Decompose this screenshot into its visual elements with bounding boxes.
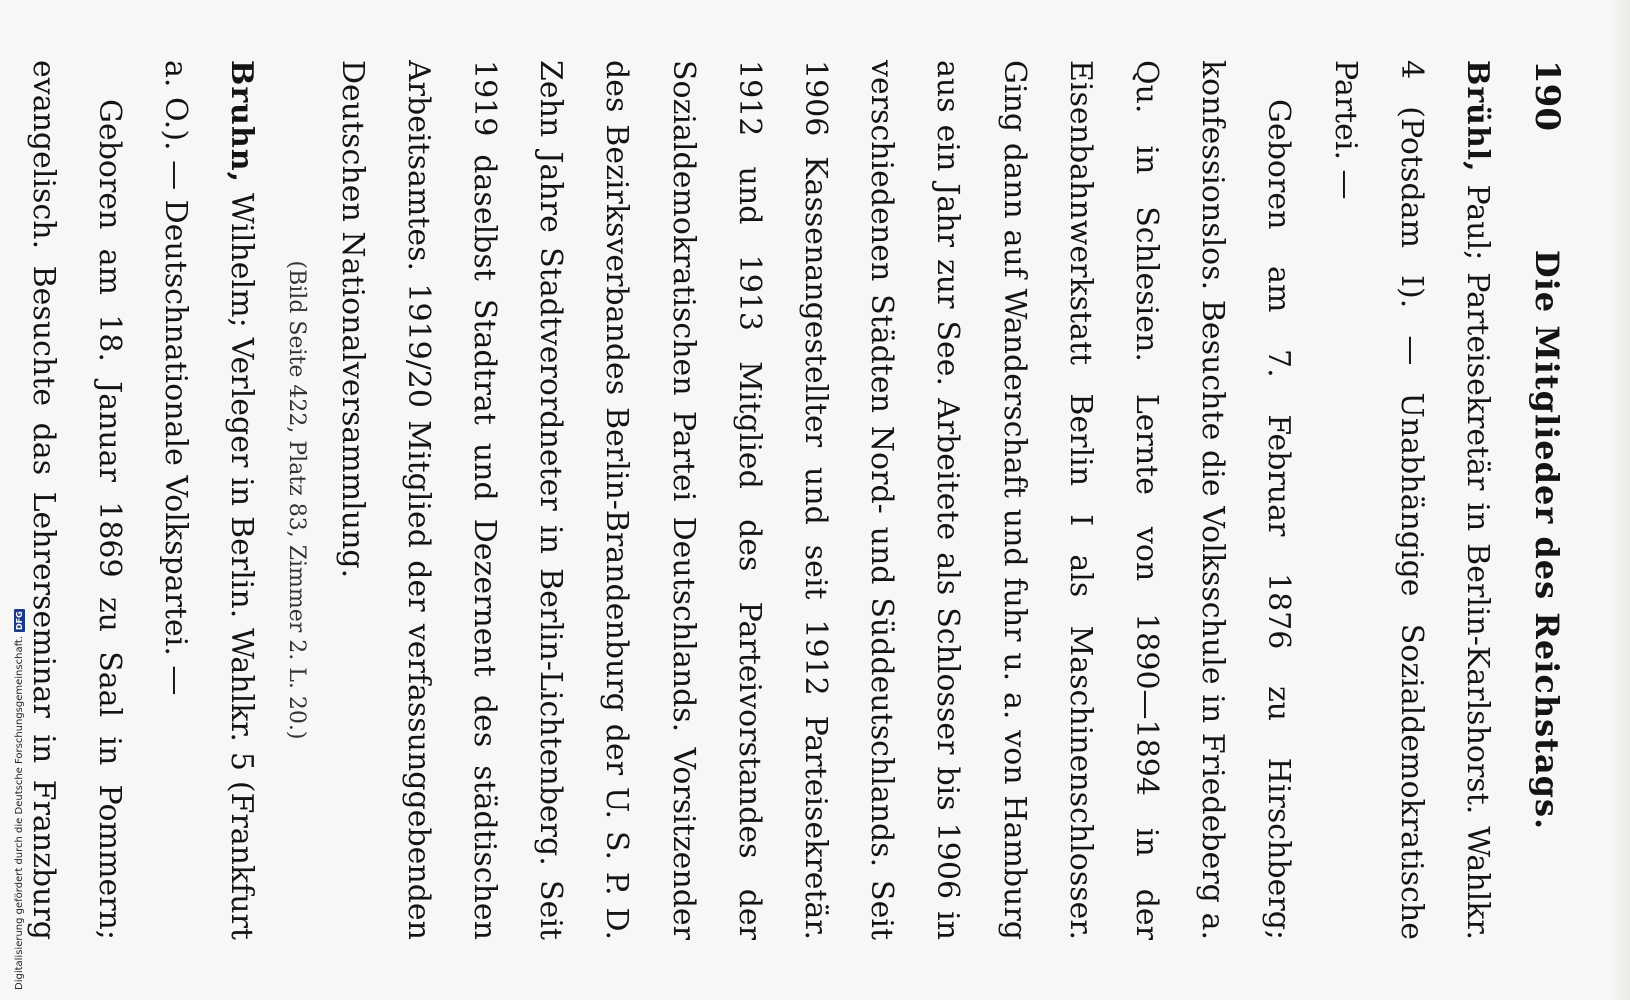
running-title: Die Mitglieder des Reichstags.	[1528, 249, 1566, 831]
entry-name: Bruhn,	[224, 60, 260, 184]
scan-edge	[1612, 0, 1630, 1000]
entry-name: Brühl,	[1460, 60, 1495, 173]
dfg-logo-icon: DFG	[15, 611, 24, 630]
biography-entry-bruhn	[0, 60, 274, 940]
entry-body: Geboren am 18. Januar 1869 zu Saal in Pommern; evangelisch. Besuchte das Lehrerseminar in Franzburg	[25, 60, 127, 940]
entry-heading	[1311, 60, 1510, 940]
entry-head-text: Paul; Parteisekretär in Berlin-Karlshorst. Wahlkr. 4 (Potsdam I). — Unabhängige Sozialdemokratische Partei. —	[1327, 60, 1495, 940]
digitization-note-text: Digitalisierung gefördert durch die Deutsche Forschungsgemeinschaft.	[14, 635, 25, 990]
page-header	[1510, 60, 1580, 940]
entry-reference: (Bild Seite 422, Platz 83, Zimmer 2. L. 20.)	[284, 260, 310, 740]
entry-head-text: Wilhelm; Verleger in Berlin. Wahlkr. 5 (Frankfurt a. O.). — Deutschnationale Volkspartei. —	[158, 60, 260, 940]
digitization-note	[14, 609, 25, 990]
page-content	[25, 60, 1580, 940]
page-number: 190	[1527, 60, 1567, 131]
biography-entry-bruehl	[274, 60, 1510, 940]
entry-heading	[142, 60, 274, 940]
entry-body: Geboren am 7. Februar 1876 zu Hirschberg; konfessionslos. Besuchte die Volksschule in Friedeberg a. Qu. in Schlesien. Lernte von 1890—1894 in der Eisenbahnwerkstatt Berlin I als Maschinenschlosser. Ging dann auf Wanderschaft und fuhr u. a. von Hamburg aus ein Jahr zur See. Arbeitete als Schlosser bis 1906 in verschiedenen Städten Nord- und Süddeutschlands. Seit 1906 Kassenangestellter und seit 1912 Parteisekretär. 1912 und 1913 Mitglied des Parteivorstandes der Sozialdemokratischen Partei Deutschlands. Vorsitzender des Bezirksverbandes Berlin-Brandenburg der U. S. P. D. Zehn Jahre Stadtverordneter in Berlin-Lichtenberg. Seit 1919 daselbst Stadtrat und Dezernent des städtischen Arbeitsamtes. 1919/20 Mitglied der verfassunggebenden Deutschen Nationalversammlung.	[334, 60, 1297, 940]
